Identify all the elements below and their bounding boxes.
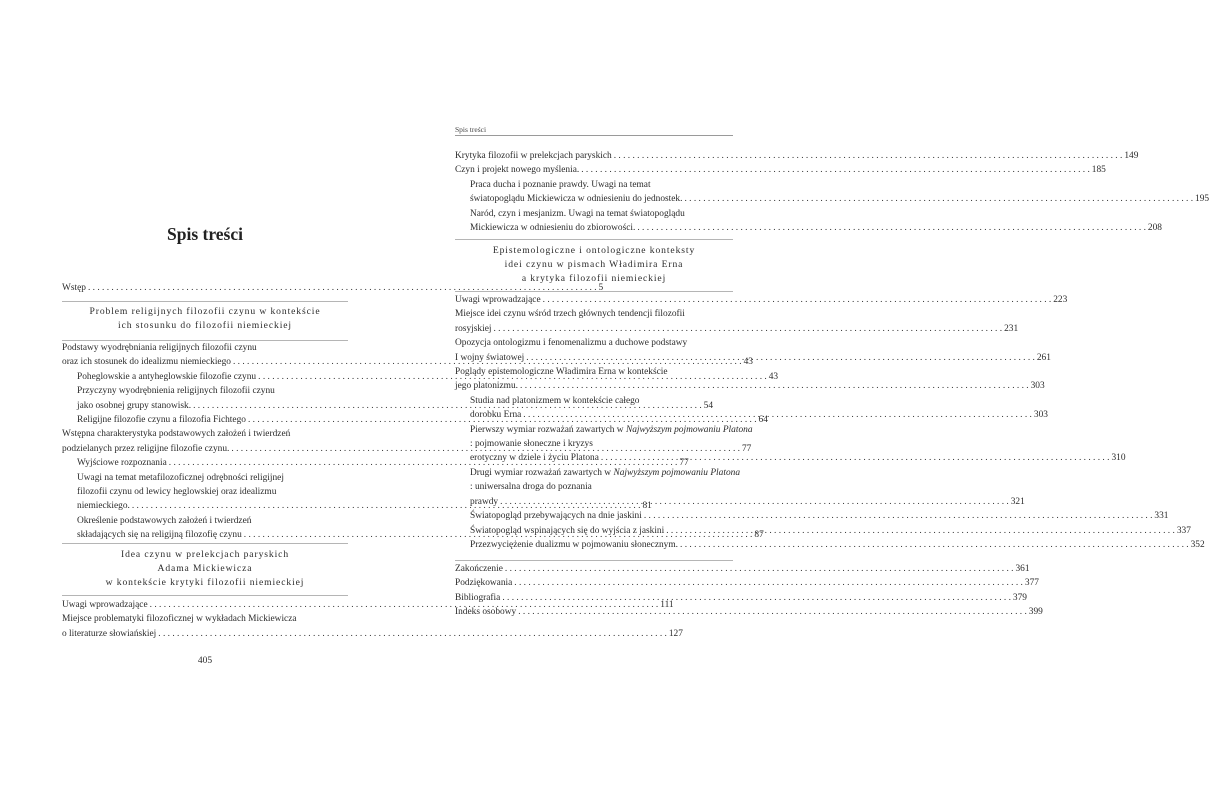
toc-end-matter [455,562,1043,620]
toc-entry: Podstawy wyodrębniania religijnych filozofii czynu oraz ich stosunek do idealizmu niemieckiego . . . 43 [62,341,348,370]
toc-entry: Zakończenie . . . 361 [455,562,733,576]
toc-entry: Przyczyny wyodrębnienia religijnych filozofii czynu jako osobnej grupy stanowisk. . . . 54 [62,384,348,413]
toc-entry: Wyjściowe rozpoznania . . . 77 [62,456,348,470]
header-rule [455,135,733,136]
toc-entry: Krytyka filozofii w prelekcjach paryskich . . . 149 [455,149,733,163]
section-divider [455,239,733,240]
page-number: 405 [197,656,213,666]
toc-entry: Poglądy epistemologiczne Władimira Erna w kontekście jego platonizmu. . . . 303 [455,365,733,394]
toc-continued [455,149,1209,235]
running-header: Spis treści [455,125,487,134]
toc-entry: Czyn i projekt nowego myślenia. . . . 185 [455,163,733,177]
toc-entry: Miejsce problematyki filozoficznej w wykładach Mickiewicza o literaturze słowiańskiej . . . 127 [62,612,348,641]
toc-entry: Przezwyciężenie dualizmu w pojmowaniu słonecznym. . . . 352 [455,538,733,552]
toc-entry: Wstępna charakterystyka podstawowych założeń i twierdzeń podzielanych przez religijne filozofie czynu. . . . 77 [62,427,348,456]
toc-entry: Uwagi na temat metafilozoficznej odrębności religijnej filozofii czynu od lewicy heglowskiej oraz idealizmu niemieckiego. . . . 81 [62,471,348,514]
toc-entry: Światopogląd wspinających się do wyjścia z jaskini . . . 337 [455,524,733,538]
toc-entry: Uwagi wprowadzające . . . 223 [455,293,733,307]
toc-section-3 [455,293,1205,552]
section-divider [455,291,733,292]
toc-entry: Indeks osobowy . . . 399 [455,605,733,619]
section-heading: Problem religijnych filozofii czynu w kontekście ich stosunku do filozofii niemieckiej [89,306,321,331]
toc-entry: Uwagi wprowadzające . . . 111 [62,598,348,612]
section-divider [455,560,733,561]
toc-intro [62,281,604,295]
toc-entry: Bibliografia . . . 379 [455,591,733,605]
toc-entry: Podziękowania . . . 377 [455,576,733,590]
toc-entry: Naród, czyn i mesjanizm. Uwagi na temat światopoglądu Mickiewicza w odniesieniu do zbiorowości. . . . 208 [455,207,733,236]
toc-entry: Światopogląd przebywających na dnie jaskini . . . 331 [455,509,733,523]
toc-entry: Poheglowskie a antyheglowskie filozofie czynu . . . 43 [62,370,348,384]
toc-entry: Studia nad platonizmem w kontekście całego dorobku Erna . . . 303 [455,394,733,423]
section-divider [62,595,348,596]
section-divider [62,301,348,302]
toc-entry: Praca ducha i poznanie prawdy. Uwagi na temat światopoglądu Mickiewicza w odniesieniu do jednostek. . . . 195 [455,178,733,207]
toc-entry: Drugi wymiar rozważań zawartych w Najwyższym pojmowaniu Platona : uniwersalna droga do poznania prawdy . . . 321 [455,466,733,509]
toc-entry: Religijne filozofie czynu a filozofia Fichtego . . . 64 [62,413,348,427]
toc-entry: Pierwszy wymiar rozważań zawartych w Najwyższym pojmowaniu Platona : pojmowanie słoneczne i kryzys erotyczny w dziele i życiu Platona . . . 310 [455,423,733,466]
toc-entry: Wstęp . . . 5 [62,281,348,295]
toc-entry: Określenie podstawowych założeń i twierdzeń składających się na religijną filozofię czynu . . . 87 [62,514,348,543]
toc-entry: Miejsce idei czynu wśród trzech głównych tendencji filozofii rosyjskiej . . . 231 [455,307,733,336]
toc-section-2 [62,598,683,641]
page-title: Spis treści [167,224,243,244]
section-heading: Epistemologiczne i ontologiczne konteksty idei czynu w pismach Władimira Erna a krytyka filozofii niemieckiej [492,245,696,284]
section-heading: Idea czynu w prelekcjach paryskich Adama Mickiewicza w kontekście krytyki filozofii niemieckiej [105,549,305,588]
section-divider [62,543,348,544]
toc-entry: Opozycja ontologizmu i fenomenalizmu a duchowe podstawy I wojny światowej . . . 261 [455,336,733,365]
